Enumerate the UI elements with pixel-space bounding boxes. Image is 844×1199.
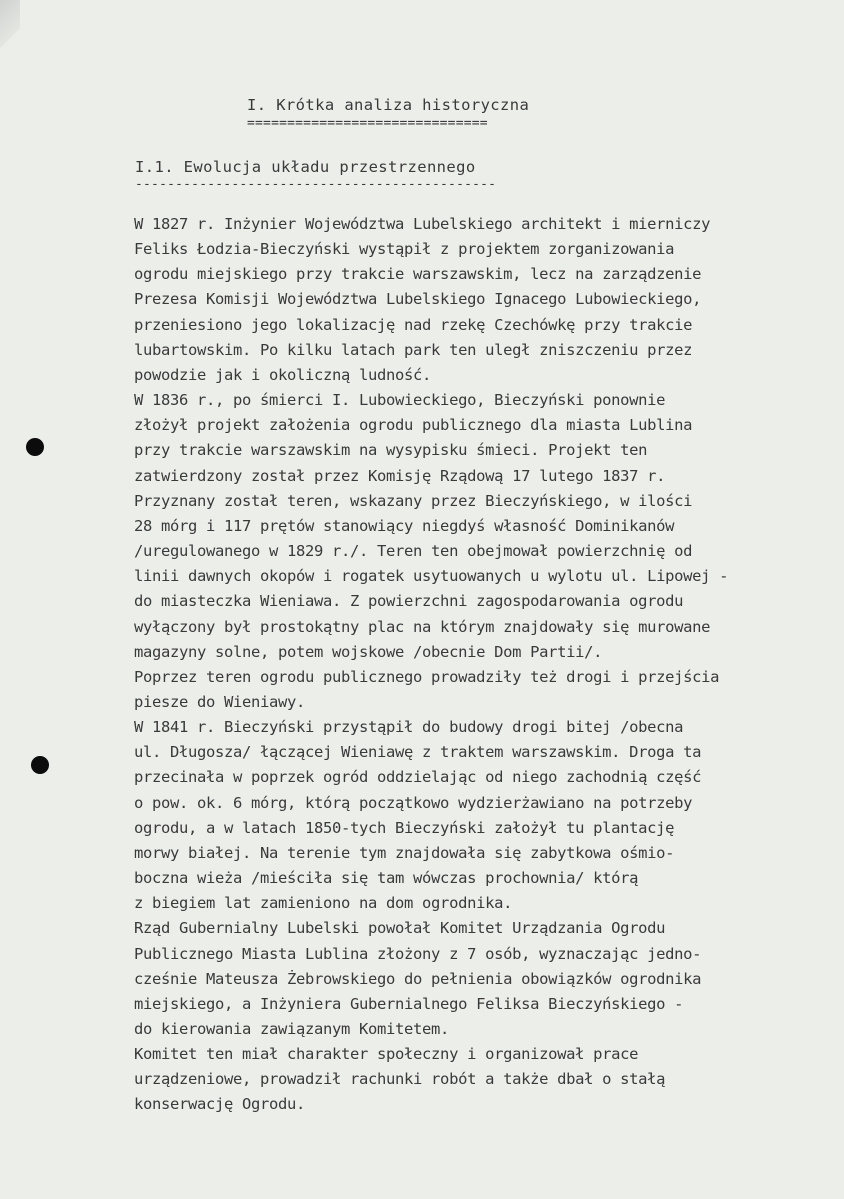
body-line: wyłączony był prostokątny plac na którym znajdowały się murowane <box>134 617 711 636</box>
body-line: urządzeniowe, prowadził rachunki robót a także dbał o stałą <box>134 1070 666 1089</box>
body-line: ogrodu miejskiego przy trakcie warszawskim, lecz na zarządzenie <box>134 265 702 284</box>
body-line: z biegiem lat zamieniono na dom ogrodnika. <box>134 894 513 913</box>
body-line: linii dawnych okopów i rogatek usytuowanych u wylotu ul. Lipowej - <box>134 567 729 586</box>
body-line: ul. Długosza/ łączącej Wieniawę z traktem warszawskim. Droga ta <box>134 743 702 762</box>
body-line: W 1827 r. Inżynier Województwa Lubelskiego architekt i mierniczy <box>134 215 711 233</box>
body-line: złożył projekt założenia ogrodu publicznego dla miasta Lublina <box>134 416 693 435</box>
body-line: 28 mórg i 117 prętów stanowiący niegdyś własność Dominikanów <box>134 516 675 535</box>
section-title: I.1. Ewolucja układu przestrzennego <box>135 158 476 176</box>
body-line: boczna wieża /mieściła się tam wówczas prochownia/ którą <box>134 869 639 888</box>
body-line: przecinała w poprzek ogród oddzielając od niego zachodnią część <box>134 768 702 787</box>
body-line: W 1836 r., po śmierci I. Lubowieckiego, Bieczyński ponownie <box>134 391 666 410</box>
body-line: Poprzez teren ogrodu publicznego prowadziły też drogi i przejścia <box>134 667 720 686</box>
body-line: Przyznany został teren, wskazany przez Bieczyńskiego, w ilości <box>134 491 693 510</box>
section-title-underline: --------------------------------------------- <box>135 177 497 192</box>
body-line: cześnie Mateusza Żebrowskiego do pełnienia obowiązków ogrodnika <box>134 969 702 988</box>
body-line: miejskiego, a Inżyniera Gubernialnego Feliksa Bieczyńskiego - <box>134 994 684 1013</box>
body-line: Komitet ten miał charakter społeczny i organizował prace <box>134 1045 639 1064</box>
body-line: Rząd Gubernialny Lubelski powołał Komitet Urządzania Ogrodu <box>134 919 666 938</box>
body-line: przy trakcie warszawskim na wysypisku śmieci. Projekt ten <box>134 441 648 460</box>
body-line: przeniesiono jego lokalizację nad rzekę Czechówkę przy trakcie <box>134 315 693 334</box>
body-line: powodzie jak i okoliczną ludność. <box>134 365 432 384</box>
body-line: Prezesa Komisji Województwa Lubelskiego Ignacego Lubowieckiego, <box>134 290 702 309</box>
punch-hole <box>31 756 49 774</box>
body-line: do kierowania zawiązanym Komitetem. <box>134 1020 450 1038</box>
body-line: W 1841 r. Bieczyński przystąpił do budowy drogi bitej /obecna <box>134 718 684 737</box>
body-line: konserwację Ogrodu. <box>134 1095 306 1114</box>
body-line: magazyny solne, potem wojskowe /obecnie Dom Partii/. <box>134 642 603 661</box>
chapter-title: I. Krótka analiza historyczna <box>247 96 530 114</box>
body-line: Publicznego Miasta Lublina złożony z 7 osób, wyznaczając jedno- <box>134 944 702 963</box>
body-line: zatwierdzony został przez Komisję Rządową 17 lutego 1837 r. <box>134 466 666 485</box>
chapter-title-underline: ============================== <box>247 116 488 131</box>
page-fold <box>0 0 20 60</box>
body-line: ogrodu, a w latach 1850-tych Bieczyński założył tu plantację <box>134 818 675 837</box>
punch-hole <box>26 438 44 456</box>
body-line: /uregulowanego w 1829 r./. Teren ten obejmował powierzchnię od <box>134 542 693 561</box>
body-line: piesze do Wieniawy. <box>134 692 306 711</box>
body-line: Feliks Łodzia-Bieczyński wystąpił z projektem zorganizowania <box>134 240 675 259</box>
body-line: do miasteczka Wieniawa. Z powierzchni zagospodarowania ogrodu <box>134 592 684 611</box>
body-text <box>134 212 728 1118</box>
body-line: morwy białej. Na terenie tym znajdowała się zabytkowa ośmio- <box>134 843 675 862</box>
body-line: lubartowskim. Po kilku latach park ten uległ zniszczeniu przez <box>134 340 693 359</box>
body-line: o pow. ok. 6 mórg, którą początkowo wydzierżawiano na potrzeby <box>134 793 693 812</box>
